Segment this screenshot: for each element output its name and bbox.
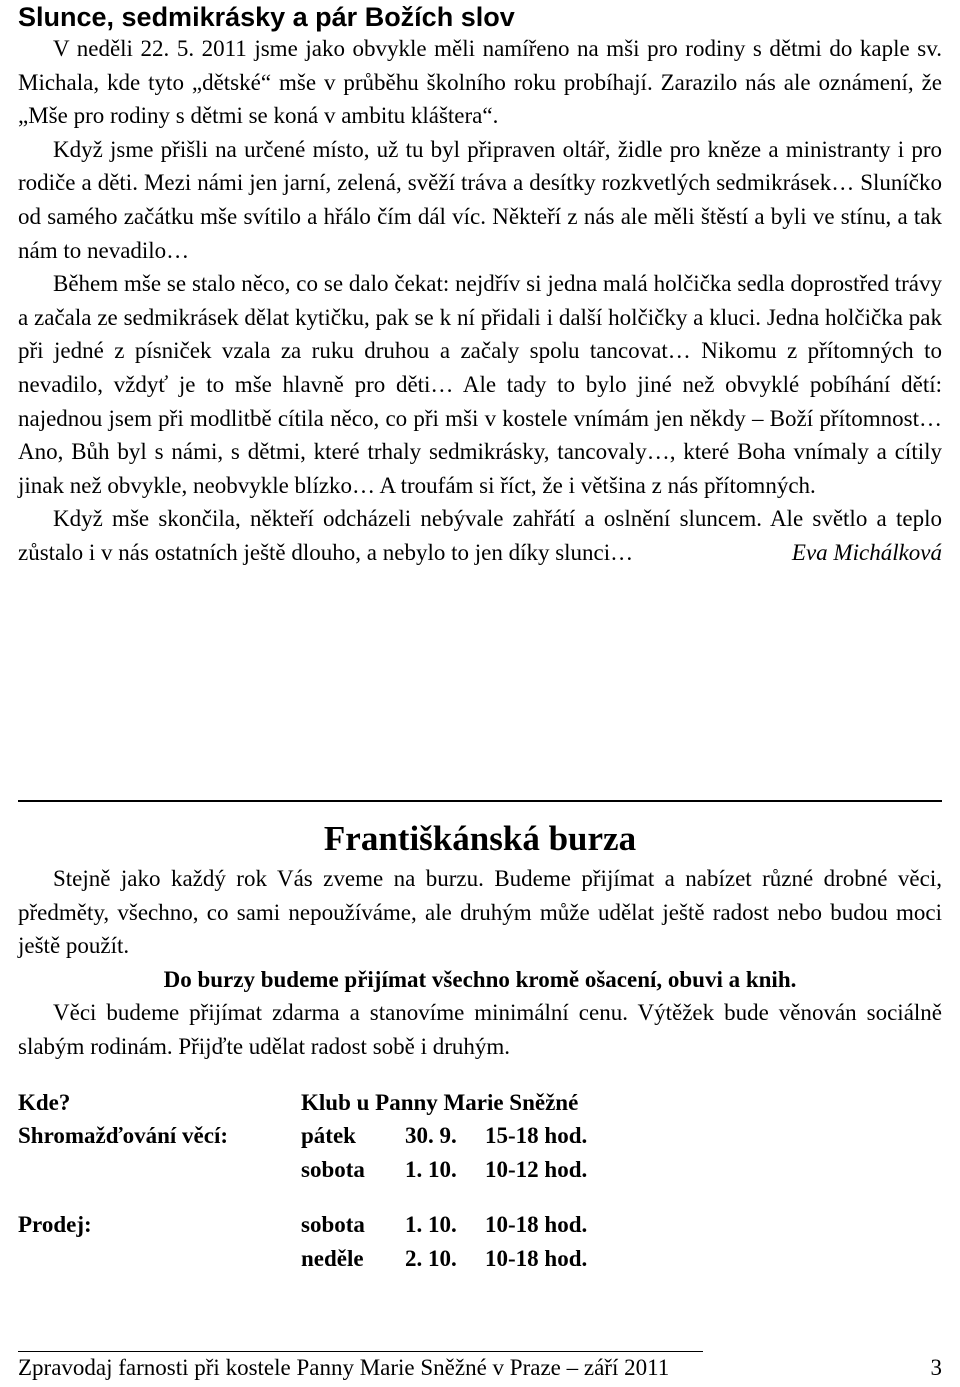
collect-time: 15-18 hod. (485, 1123, 588, 1149)
collect-day: pátek (301, 1123, 356, 1149)
article-title: Slunce, sedmikrásky a pár Božích slov (18, 2, 515, 32)
sale-row (18, 1242, 587, 1276)
article-paragraph-4 (18, 502, 942, 569)
article-paragraph-4-text: Když mše skončila, někteří odcházeli nebývale zahřátí a oslnění sluncem. Ale světlo a teplo zůstalo i v nás ostatních ještě dlouho, a nebylo to jen díky slunci… (18, 506, 942, 565)
sale-row (18, 1208, 587, 1242)
article-author: Eva Michálková (791, 539, 942, 565)
where-row (18, 1086, 587, 1120)
sale-time: 10-18 hod. (485, 1212, 588, 1238)
collect-row (18, 1119, 587, 1153)
burza-section (18, 800, 942, 1276)
sale-day: neděle (301, 1245, 364, 1271)
sale-day: sobota (301, 1212, 365, 1238)
footer (18, 1354, 942, 1382)
collect-time: 10-12 hod. (485, 1156, 588, 1182)
burza-paragraph-2: Věci budeme přijímat zdarma a stanovíme minimální cenu. Výtěžek bude věnován sociálně slabým rodinám. Přijďte udělat radost sobě i druhým. (18, 1000, 942, 1059)
article-paragraph-2: Když jsme přišli na určené místo, už tu byl připraven oltář, židle pro kněze a ministranty i pro rodiče a děti. Mezi námi jen jarní, zelená, svěží tráva a desítky rozkvetlých sedmikrásek… Sluníčko od samého začátku mše svítilo a hřálo čím dál víc. Někteří z nás ale měli štěstí a byli ve stínu, a tak nám to nevadilo… (18, 136, 942, 263)
collect-date: 1. 10. (405, 1156, 457, 1182)
sale-label: Prodej: (18, 1212, 92, 1238)
collect-date: 30. 9. (405, 1123, 457, 1149)
where-label: Kde? (18, 1089, 71, 1115)
collect-label: Shromažďování věcí: (18, 1123, 229, 1149)
footer-text: Zpravodaj farnosti při kostele Panny Marie Sněžné v Praze – září 2011 (18, 1355, 670, 1380)
collect-row (18, 1153, 587, 1187)
page-number: 3 (930, 1355, 942, 1380)
burza-notice: Do burzy budeme přijímat všechno kromě ošacení, obuvi a knih. (163, 966, 797, 992)
where-value: Klub u Panny Marie Sněžné (301, 1089, 579, 1115)
burza-title: Františkánská burza (323, 819, 637, 858)
article-paragraph-3: Během mše se stalo něco, co se dalo čekat: nejdřív si jedna malá holčička sedla doprostřed trávy a začala ze sedmikrásek dělat kytičku, pak se k ní přidali i další holčičky a kluci. Jedna holčička pak při jedné z písniček vzala za ruku druhou a začaly spolu tancovat… Nikomu z přítomných to nevadilo, vždyť je to mše hlavně pro děti… Ale tady to bylo jiné než obvyklé pobíhání dětí: najednou jsem při modlitbě cítila něco, co při mši v kostele vnímám jen někdy – Boží přítomnost… Ano, Bůh byl s námi, s dětmi, které trhaly sedmikrásky, tancovaly…, které Boha vnímaly a cítily jinak než obvykle, neobvykle blízko… A troufám si říct, že i většina z nás přítomných. (18, 271, 942, 498)
article-paragraph-1: V neděli 22. 5. 2011 jsme jako obvykle měli namířeno na mši pro rodiny s dětmi do kaple sv. Michala, kde tyto „dětské“ mše v průběhu školního roku probíhají. Zarazilo nás ale oznámení, že „Mše pro rodiny s dětmi se koná v ambitu kláštera“. (18, 36, 942, 129)
footer-rule (18, 1351, 703, 1352)
sale-date: 2. 10. (405, 1245, 457, 1271)
article (18, 0, 942, 570)
collect-day: sobota (301, 1156, 365, 1182)
burza-paragraph-1: Stejně jako každý rok Vás zveme na burzu. Budeme přijímat a nabízet různé drobné věci, předměty, všechno, co sami nepoužíváme, ale druhým může udělat ještě radost nebo budou moci ještě použít. (18, 866, 942, 959)
sale-date: 1. 10. (405, 1212, 457, 1238)
sale-time: 10-18 hod. (485, 1245, 588, 1271)
burza-schedule (18, 1086, 587, 1276)
